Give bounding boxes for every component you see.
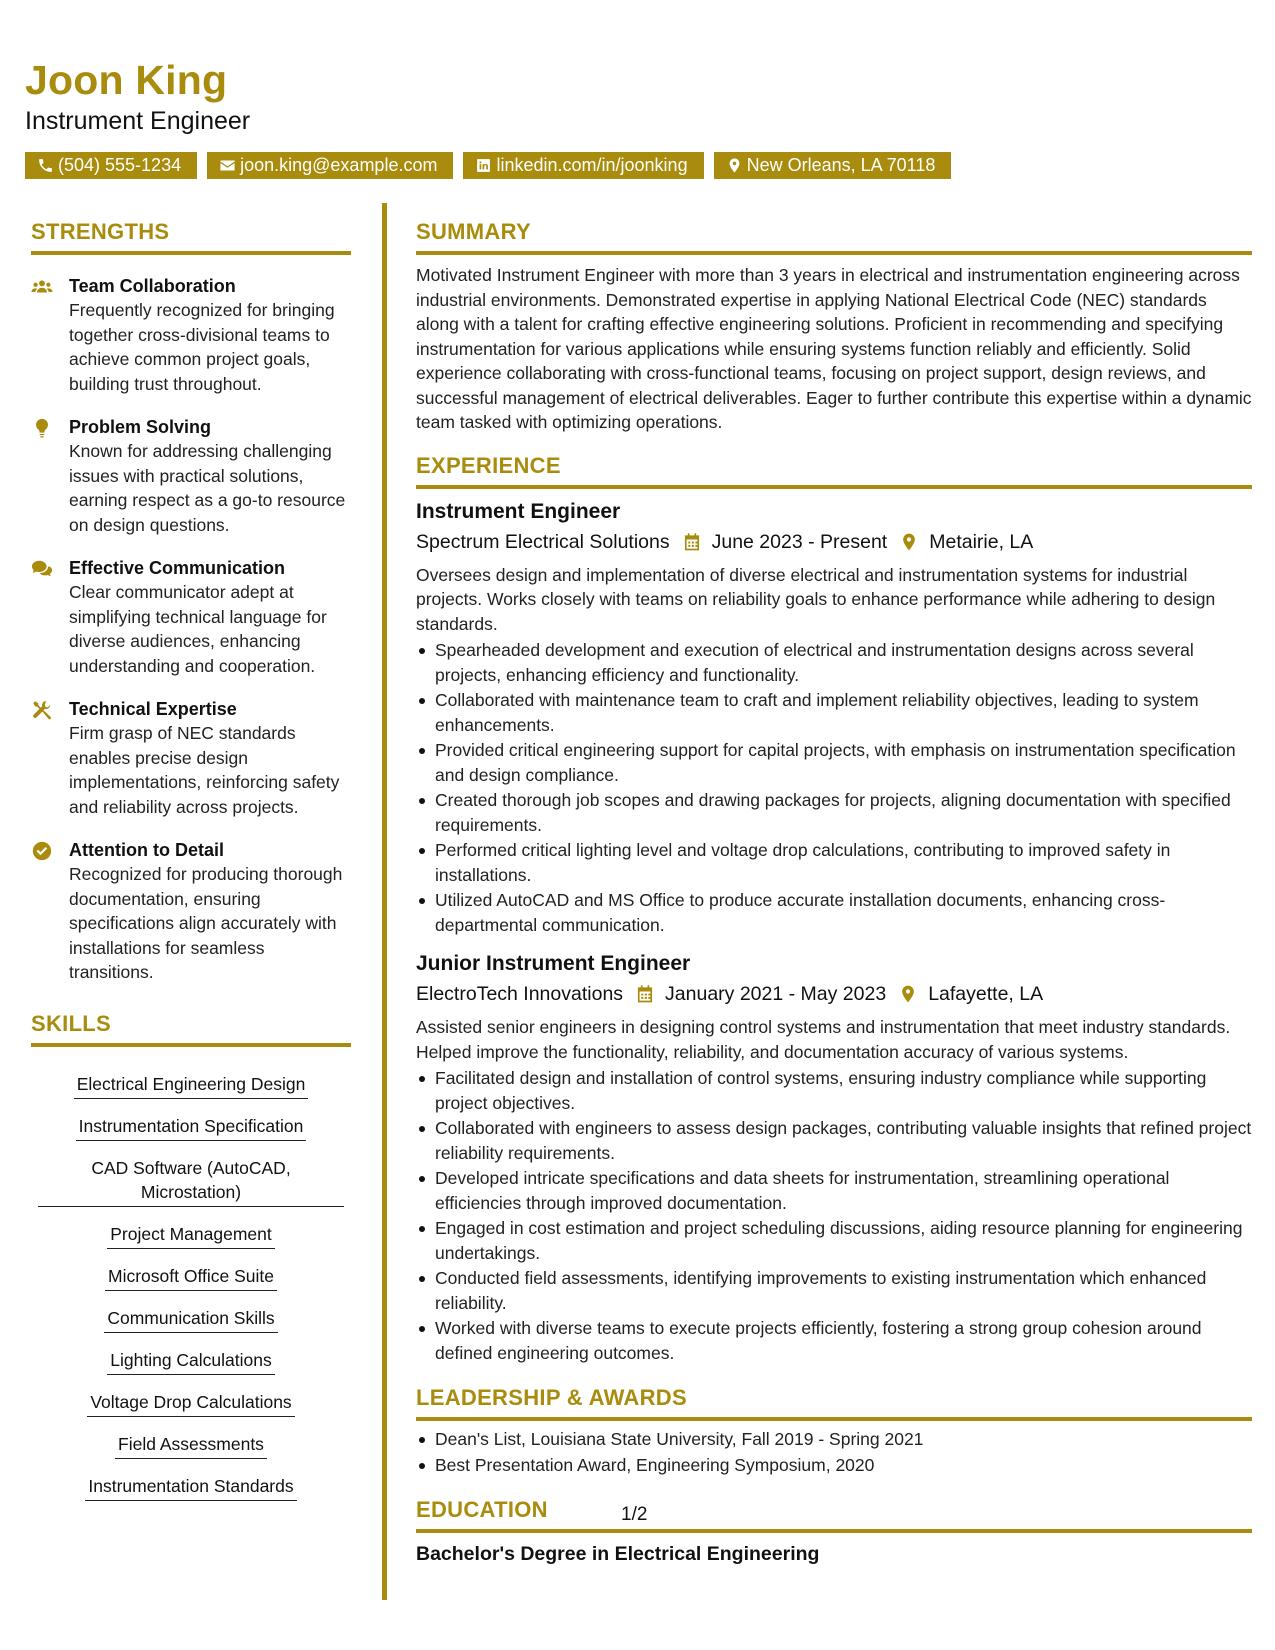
map-marker-icon <box>898 984 918 1004</box>
award-item: Dean's List, Louisiana State University, Fall 2019 - Spring 2021 <box>416 1427 1252 1452</box>
summary-text: Motivated Instrument Engineer with more than 3 years in electrical and instrumentation engineering across industrial environments. Demonstrated expertise in applying National Electrical Code (NEC) standards along with a talent for crafting effective engineering solutions. Proficient in recommending and specifying instrumentation for various applications while ensuring systems function reliably and efficiently. Solid experience collaborating with cross-functional teams, focusing on project support, design reviews, and successful management of electrical deliverables. Eager to further contribute this expertise within a dynamic team tasked with optimizing operations. <box>416 265 1252 432</box>
skill-item: Communication Skills <box>104 1300 277 1333</box>
strength-item <box>31 697 351 819</box>
job-bullet: Conducted field assessments, identifying improvements to existing instrumentation which enhanced reliability. <box>416 1266 1252 1315</box>
job-company: ElectroTech Innovations <box>416 983 624 1005</box>
lightbulb-icon <box>31 417 53 439</box>
linkedin-chip[interactable] <box>463 152 703 179</box>
job-bullet: Worked with diverse teams to execute projects efficiently, fostering a strong group cohesion around defined engineering outcomes. <box>416 1316 1252 1365</box>
experience-heading: EXPERIENCE <box>416 453 1252 489</box>
linkedin-icon <box>475 157 492 174</box>
skill-item: CAD Software (AutoCAD, Microstation) <box>38 1150 344 1207</box>
contact-bar <box>25 152 951 179</box>
phone-icon <box>37 157 54 174</box>
strength-item <box>31 274 351 396</box>
map-marker-icon <box>899 532 919 552</box>
strength-name: Technical Expertise <box>69 699 237 719</box>
job-dates: June 2023 - Present <box>711 530 888 553</box>
job-entry <box>416 949 1252 1365</box>
left-column <box>31 219 351 1501</box>
strength-desc: Recognized for producing thorough documentation, ensuring specifications align accurately with installations for seamless transitions. <box>69 864 343 982</box>
job-dates: January 2021 - May 2023 <box>665 983 887 1005</box>
right-column <box>416 219 1252 1566</box>
job-bullet: Developed intricate specifications and data sheets for instrumentation, streamlining operational efficiencies through improved documentation. <box>416 1166 1252 1215</box>
skill-item: Microsoft Office Suite <box>105 1258 277 1291</box>
candidate-name: Joon King <box>25 57 228 103</box>
leadership-list <box>416 1427 1252 1477</box>
email-chip[interactable] <box>207 152 453 179</box>
job-bullet: Provided critical engineering support for capital projects, with emphasis on instrumentation specification and design compliance. <box>416 738 1252 787</box>
job-bullet: Utilized AutoCAD and MS Office to produce accurate installation documents, enhancing cross-departmental communication. <box>416 888 1252 937</box>
job-bullet: Created thorough job scopes and drawing packages for projects, aligning documentation with specified requirements. <box>416 788 1252 837</box>
award-item: Best Presentation Award, Engineering Symposium, 2020 <box>416 1453 1252 1478</box>
skill-item: Voltage Drop Calculations <box>87 1384 294 1417</box>
calendar-icon <box>635 984 655 1004</box>
job-title: Junior Instrument Engineer <box>416 952 691 975</box>
job-meta <box>416 979 1252 1009</box>
skill-item: Instrumentation Specification <box>76 1108 307 1141</box>
comments-icon <box>31 558 53 580</box>
strength-item <box>31 556 351 678</box>
strength-item <box>31 415 351 537</box>
job-bullets <box>416 1066 1252 1365</box>
strength-name: Team Collaboration <box>69 276 236 296</box>
skill-item: Field Assessments <box>115 1426 267 1459</box>
job-bullet: Performed critical lighting level and voltage drop calculations, contributing to improved safety in installations. <box>416 838 1252 887</box>
job-bullet: Engaged in cost estimation and project scheduling discussions, aiding resource planning for engineering undertakings. <box>416 1216 1252 1265</box>
calendar-icon <box>682 532 702 552</box>
summary-heading: SUMMARY <box>416 219 1252 255</box>
check-circle-icon <box>31 840 53 862</box>
location-chip <box>714 152 952 179</box>
job-bullet: Collaborated with maintenance team to craft and implement reliability objectives, leading to system enhancements. <box>416 688 1252 737</box>
location-text: New Orleans, LA 70118 <box>746 155 936 175</box>
strength-name: Attention to Detail <box>69 840 224 860</box>
skill-item: Instrumentation Standards <box>85 1468 296 1501</box>
skills-list <box>31 1057 351 1501</box>
strengths-heading: STRENGTHS <box>31 219 351 255</box>
job-company: Spectrum Electrical Solutions <box>416 530 670 553</box>
resume-header <box>25 57 251 136</box>
strength-desc: Firm grasp of NEC standards enables precise design implementations, reinforcing safety and reliability across projects. <box>69 723 340 817</box>
degree-title: Bachelor's Degree in Electrical Engineering <box>416 1543 820 1565</box>
job-description: Oversees design and implementation of diverse electrical and instrumentation systems for industrial projects. Works closely with teams on reliability goals to enhance performance while adhering to design standards. <box>416 564 1216 634</box>
map-marker-icon <box>726 157 743 174</box>
job-description: Assisted senior engineers in designing control systems and instrumentation that meet industry standards. Helped improve the functionality, reliability, and documentation accuracy of various systems. <box>416 1017 1231 1062</box>
job-location: Lafayette, LA <box>928 983 1044 1005</box>
strength-item <box>31 838 351 985</box>
job-bullet: Spearheaded development and execution of electrical and instrumentation designs across several projects, enhancing efficiency and functionality. <box>416 638 1252 687</box>
candidate-title: Instrument Engineer <box>25 107 251 135</box>
email-text: joon.king@example.com <box>240 155 438 175</box>
job-bullet: Facilitated design and installation of control systems, ensuring industry compliance while supporting project objectives. <box>416 1066 1252 1115</box>
education-heading: EDUCATION <box>416 1497 1252 1533</box>
leadership-heading: LEADERSHIP & AWARDS <box>416 1385 1252 1421</box>
skills-heading: SKILLS <box>31 1011 351 1047</box>
job-location: Metairie, LA <box>929 530 1034 553</box>
job-entry <box>416 497 1252 938</box>
envelope-icon <box>219 157 236 174</box>
column-divider <box>382 203 387 1600</box>
job-bullets <box>416 638 1252 937</box>
phone-text: (504) 555-1234 <box>58 155 182 175</box>
strength-desc: Known for addressing challenging issues with practical solutions, earning respect as a go-to resource on design questions. <box>69 441 346 535</box>
strength-desc: Frequently recognized for bringing together cross-divisional teams to achieve common project goals, building trust throughout. <box>69 300 335 394</box>
job-title: Instrument Engineer <box>416 499 621 523</box>
strength-desc: Clear communicator adept at simplifying technical language for diverse audiences, enhancing understanding and cooperation. <box>69 582 327 676</box>
linkedin-text: linkedin.com/in/joonking <box>496 155 688 175</box>
skill-item: Project Management <box>107 1216 274 1249</box>
job-bullet: Collaborated with engineers to assess design packages, contributing valuable insights that refined project reliability requirements. <box>416 1116 1252 1165</box>
skill-item: Lighting Calculations <box>107 1342 275 1375</box>
phone-chip[interactable] <box>25 152 197 179</box>
tools-icon <box>31 699 53 721</box>
job-meta <box>416 527 1252 557</box>
skill-item: Electrical Engineering Design <box>74 1066 309 1099</box>
strength-name: Problem Solving <box>69 417 212 437</box>
strength-name: Effective Communication <box>69 558 286 578</box>
users-icon <box>31 276 53 298</box>
page-number: 1/2 <box>621 1504 648 1525</box>
